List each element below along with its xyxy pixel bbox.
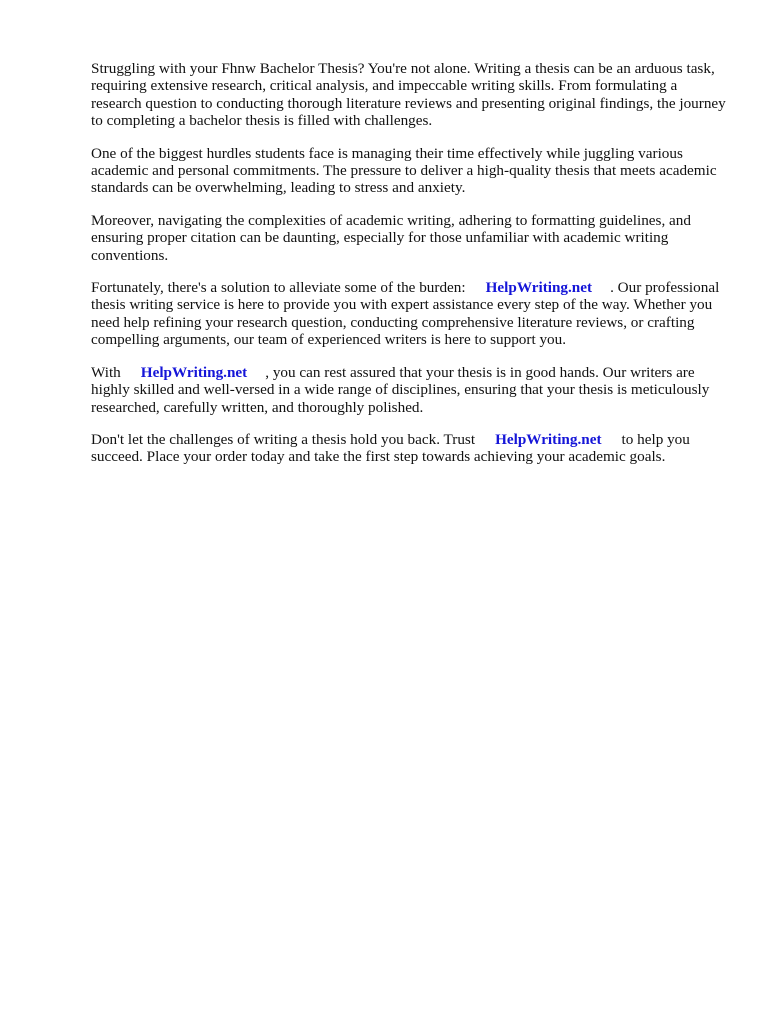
paragraph-call-to-action-text-after: to help you succeed. Place your order today and take the first step towards achieving your academic goals. <box>91 430 690 466</box>
paragraph-intro <box>91 60 731 130</box>
paragraph-academic-writing-text: Moreover, navigating the complexities of academic writing, adhering to formatting guidelines, and ensuring proper citation can be daunting, especially for those unfamiliar with academic writing conventions. <box>91 211 691 264</box>
paragraph-academic-writing <box>91 212 731 264</box>
paragraph-assurance-text-after: , you can rest assured that your thesis is in good hands. Our writers are highly skilled and well-versed in a wide range of disciplines, ensuring that your thesis is meticulously researched, carefully written, and thoroughly polished. <box>91 363 710 416</box>
document-page <box>91 60 731 481</box>
helpwriting-link-1[interactable]: HelpWriting.net <box>485 279 593 297</box>
helpwriting-link-3[interactable]: HelpWriting.net <box>495 430 602 448</box>
helpwriting-link-2[interactable]: HelpWriting.net <box>140 363 248 381</box>
paragraph-time-management <box>91 145 731 197</box>
paragraph-solution <box>91 279 731 349</box>
paragraph-call-to-action-text-before: Don't let the challenges of writing a thesis hold you back. Trust <box>91 430 476 448</box>
paragraph-solution-text-after: . Our professional thesis writing service is here to provide you with expert assistance every step of the way. Whether you need help refining your research question, conducting comprehensive literature reviews, or crafting compelling arguments, our team of experienced writers is here to support you. <box>91 279 720 349</box>
paragraph-assurance-text-before: With <box>91 363 121 381</box>
paragraph-call-to-action <box>91 431 731 466</box>
paragraph-assurance <box>91 364 731 416</box>
paragraph-solution-text-before: Fortunately, there's a solution to alleviate some of the burden: <box>91 279 466 297</box>
paragraph-time-management-text: One of the biggest hurdles students face is managing their time effectively while juggling various academic and personal commitments. The pressure to deliver a high-quality thesis that meets academic standards can be overwhelming, leading to stress and anxiety. <box>91 144 717 197</box>
paragraph-intro-text: Struggling with your Fhnw Bachelor Thesis? You're not alone. Writing a thesis can be an arduous task, requiring extensive research, critical analysis, and impeccable writing skills. From formulating a research question to conducting thorough literature reviews and presenting original findings, the journey to completing a bachelor thesis is filled with challenges. <box>91 60 726 130</box>
